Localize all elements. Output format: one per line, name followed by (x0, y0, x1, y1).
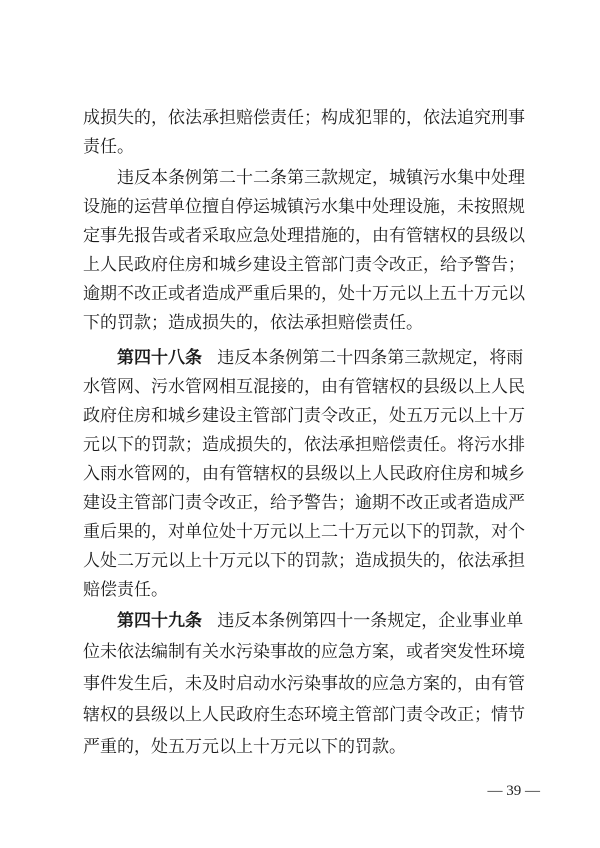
article-number: 第四十八条 (117, 348, 202, 368)
paragraph-line: 人处二万元以上十万元以下的罚款；造成损失的，依法承担 (83, 551, 525, 571)
paragraph-line: 建设主管部门责令改正，给予警告；逾期不改正或者造成严 (83, 493, 525, 513)
paragraph-line: 元以下的罚款；造成损失的，依法承担赔偿责任。将污水排 (83, 435, 525, 455)
paragraph-line: 定事先报告或者采取应急处理措施的，由有管辖权的县级以 (83, 226, 525, 246)
paragraph-line: 成损失的，依法承担赔偿责任；构成犯罪的，依法追究刑事 (83, 108, 525, 128)
paragraph-line: 政府住房和城乡建设主管部门责令改正，处五万元以上十万 (83, 406, 525, 426)
paragraph-line: 下的罚款；造成损失的，依法承担赔偿责任。 (83, 313, 423, 333)
paragraph-line: 赔偿责任。 (83, 580, 168, 600)
paragraph-line: 设施的运营单位擅自停运城镇污水集中处理设施，未按照规 (83, 197, 525, 217)
paragraph-line: 违反本条例第二十二条第三款规定，城镇污水集中处理 (117, 168, 525, 188)
paragraph-line: 责任。 (83, 137, 134, 157)
article-first-line (117, 611, 523, 631)
paragraph-line-text: 违反本条例第二十四条第三款规定，将雨 (217, 348, 524, 368)
paragraph-line: 位未依法编制有关水污染事故的应急方案，或者突发性环境 (83, 642, 525, 662)
paragraph-line: 重后果的，对单位处十万元以上二十万元以下的罚款，对个 (83, 522, 525, 542)
paragraph-line: 辖权的县级以上人民政府生态环境主管部门责令改正；情节 (83, 705, 525, 725)
article-first-line (117, 348, 523, 368)
paragraph-line: 逾期不改正或者造成严重后果的，处十万元以上五十万元以 (83, 284, 525, 304)
paragraph-line: 入雨水管网的，由有管辖权的县级以上人民政府住房和城乡 (83, 464, 525, 484)
article-number: 第四十九条 (117, 611, 202, 631)
paragraph-line: 上人民政府住房和城乡建设主管部门责令改正，给予警告； (83, 255, 525, 275)
paragraph-line: 严重的，处五万元以上十万元以下的罚款。 (83, 737, 406, 757)
paragraph-line: 水管网、污水管网相互混接的，由有管辖权的县级以上人民 (83, 377, 525, 397)
paragraph-line-text: 违反本条例第四十一条规定，企业事业单 (217, 611, 524, 631)
paragraph-line: 事件发生后，未及时启动水污染事故的应急方案的，由有管 (83, 674, 525, 694)
page-number: — 39 — (487, 783, 540, 799)
